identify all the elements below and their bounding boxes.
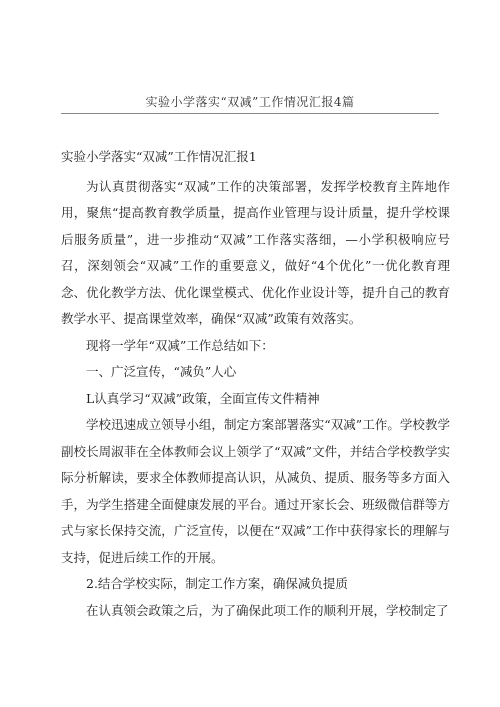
paragraph-intro: 为认真贯彻落实“双减”工作的决策部署，发挥学校教育主阵地作用，聚焦“提高教育教学质量，提高作业管理与设计质量，提升学校课后服务质量”，进一步推动“双减”工作落实落细，—小学积极响应号召，深刻领会“双减”工作的重要意义，做好“4个优化”一优化教育理念、优化教学方法、优化课堂模式、优化作业设计等，提升自己的教育教学水平、提高课堂效率，确保“双减”政策有效落实。	[61, 178, 450, 326]
subheading-1: L认真学习“双减”政策，全面宣传文件精神	[86, 390, 320, 406]
paragraph-summary-lead: 现将一学年“双减”工作总结如下：	[86, 337, 274, 353]
header-divider	[61, 113, 439, 114]
heading-1: 一、广泛宣传，“减负”人心	[86, 364, 237, 379]
paragraph-publicity: 学校迅速成立领导小组，制定方案部署落实“双减”工作。学校教学副校长周淑菲在全体教师会议上领学了“双减”文件，并结合学校教学实际分析解读，要求全体教师提高认识，从减负、提质、服务等多方面入手，为学生搭建全面健康发展的平台。通过开家长会、班级微信群等方式与家长保持交流，广泛宣传，以便在“双减”工作中获得家长的理解与支持，促进后续工作的开展。	[61, 417, 450, 565]
subheading-2: 2.结合学校实际，制定工作方案，确保减负提质	[86, 576, 348, 591]
document-body	[61, 144, 450, 624]
page-header-title: 实验小学落实“双减”工作情况汇报4篇	[145, 95, 355, 109]
paragraph-plan: 在认真领会政策之后，为了确保此项工作的顺利开展，学校制定了	[86, 602, 449, 618]
section-title: 实验小学落实“双减”工作情况汇报1	[61, 149, 257, 164]
